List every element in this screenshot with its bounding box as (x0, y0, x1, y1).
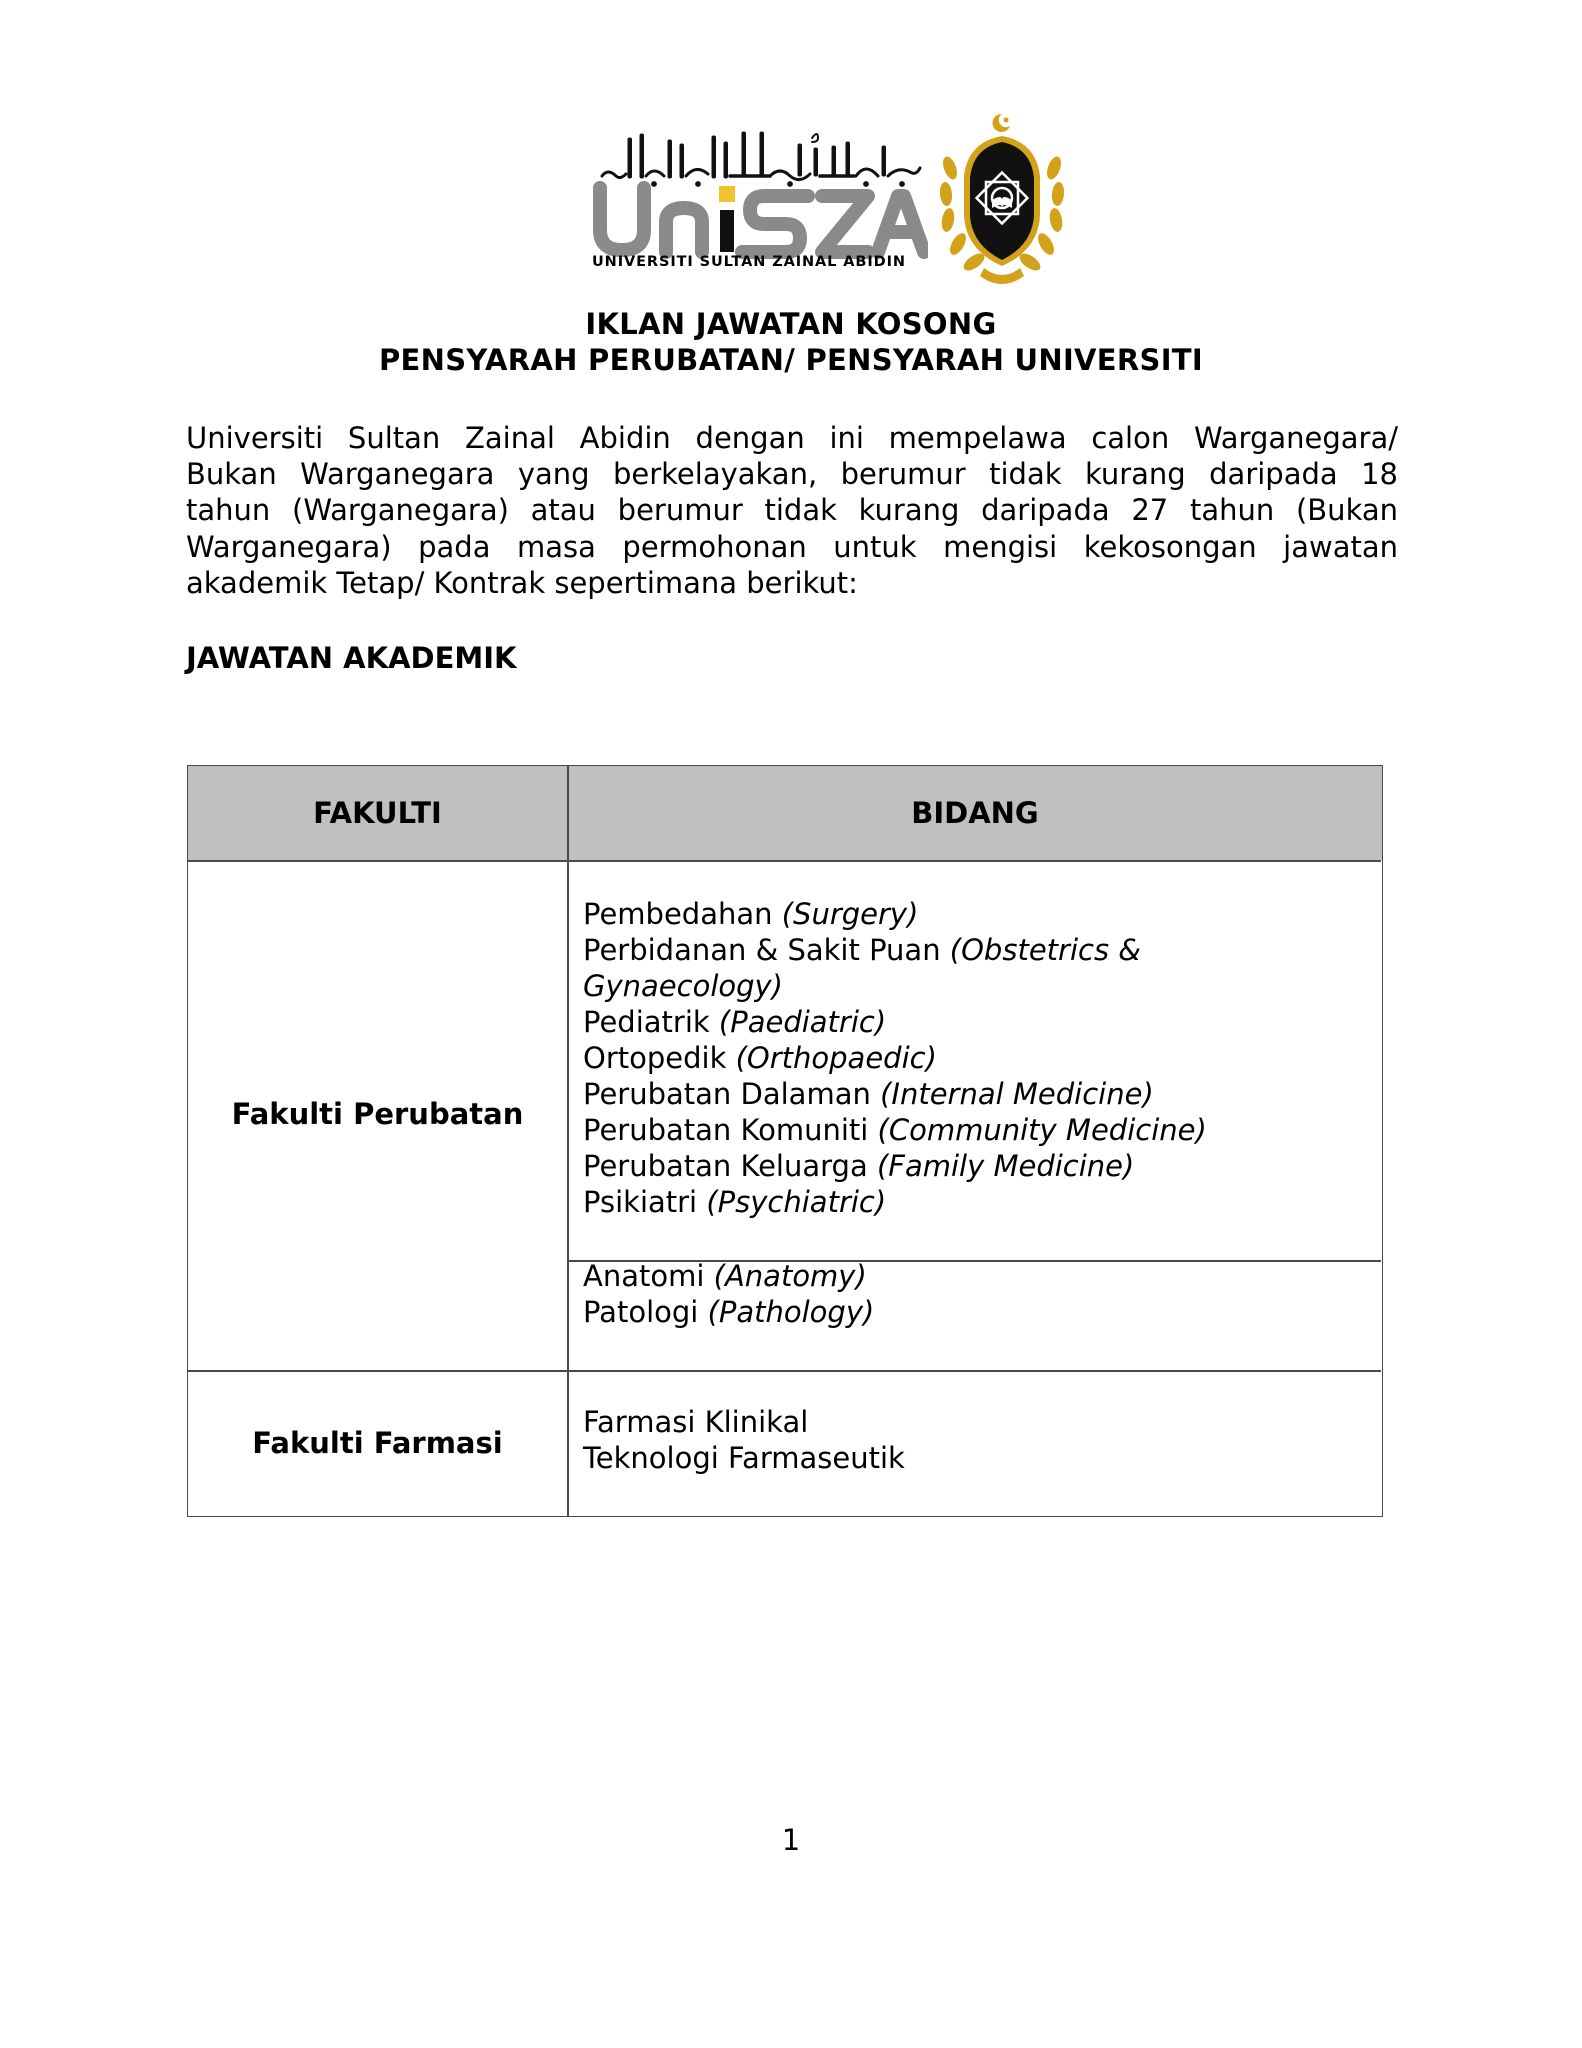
field-row: Anatomi (Anatomy) (583, 1259, 867, 1293)
field-row: Pembedahan (Surgery) (583, 897, 919, 931)
position-title: PENSYARAH PERUBATAN/ PENSYARAH UNIVERSITI (379, 343, 1203, 377)
field-row: Farmasi Klinikal (583, 1405, 809, 1439)
page-number: 1 (781, 1823, 801, 1857)
faculty-name-farmasi: Fakulti Farmasi (252, 1426, 503, 1460)
field-row: Gynaecology) (583, 969, 783, 1003)
field-row: Perubatan Komuniti (Community Medicine) (583, 1113, 1207, 1147)
table-divider (188, 860, 1381, 862)
table-header-faculty: FAKULTI (313, 796, 442, 830)
field-row: Perbidanan & Sakit Puan (Obstetrics & (583, 933, 1141, 967)
intro-line: akademik Tetap/ Kontrak sepertimana berikut: (186, 565, 858, 600)
section-heading: JAWATAN AKADEMIK (186, 641, 517, 675)
table-column-divider (567, 766, 569, 1516)
unisza-logo (588, 108, 1068, 294)
field-row: Ortopedik (Orthopaedic) (583, 1041, 937, 1075)
advert-title: IKLAN JAWATAN KOSONG (585, 307, 997, 341)
logo-subtitle: UNIVERSITI SULTAN ZAINAL ABIDIN (592, 254, 906, 270)
field-row: Pediatrik (Paediatric) (583, 1005, 887, 1039)
table-header-field: BIDANG (911, 796, 1039, 830)
table-header-row (188, 766, 1382, 860)
field-row: Perubatan Dalaman (Internal Medicine) (583, 1077, 1154, 1111)
field-row: Patologi (Pathology) (583, 1295, 875, 1329)
faculty-name-perubatan: Fakulti Perubatan (231, 1097, 524, 1131)
intro-line: Warganegara) pada masa permohonan untuk mengisi kekosongan jawatan (186, 529, 1398, 564)
intro-line: tahun (Warganegara) atau berumur tidak kurang daripada 27 tahun (Bukan (186, 493, 1398, 528)
intro-line: Bukan Warganegara yang berkelayakan, berumur tidak kurang daripada 18 (186, 457, 1398, 492)
field-list-clinical (583, 896, 1207, 1220)
intro-line: Universiti Sultan Zainal Abidin dengan ini mempelawa calon Warganegara/ (186, 421, 1398, 455)
field-row: Perubatan Keluarga (Family Medicine) (583, 1149, 1135, 1183)
field-list-pharmacy (583, 1404, 905, 1476)
field-row: Psikiatri (Psychiatric) (583, 1185, 887, 1219)
positions-table (187, 765, 1383, 1517)
field-list-preclinical (583, 1258, 874, 1330)
field-row: Teknologi Farmaseutik (583, 1441, 905, 1475)
intro-paragraph (186, 420, 1398, 601)
university-crest-icon (940, 108, 1064, 294)
table-divider (188, 1370, 1381, 1372)
